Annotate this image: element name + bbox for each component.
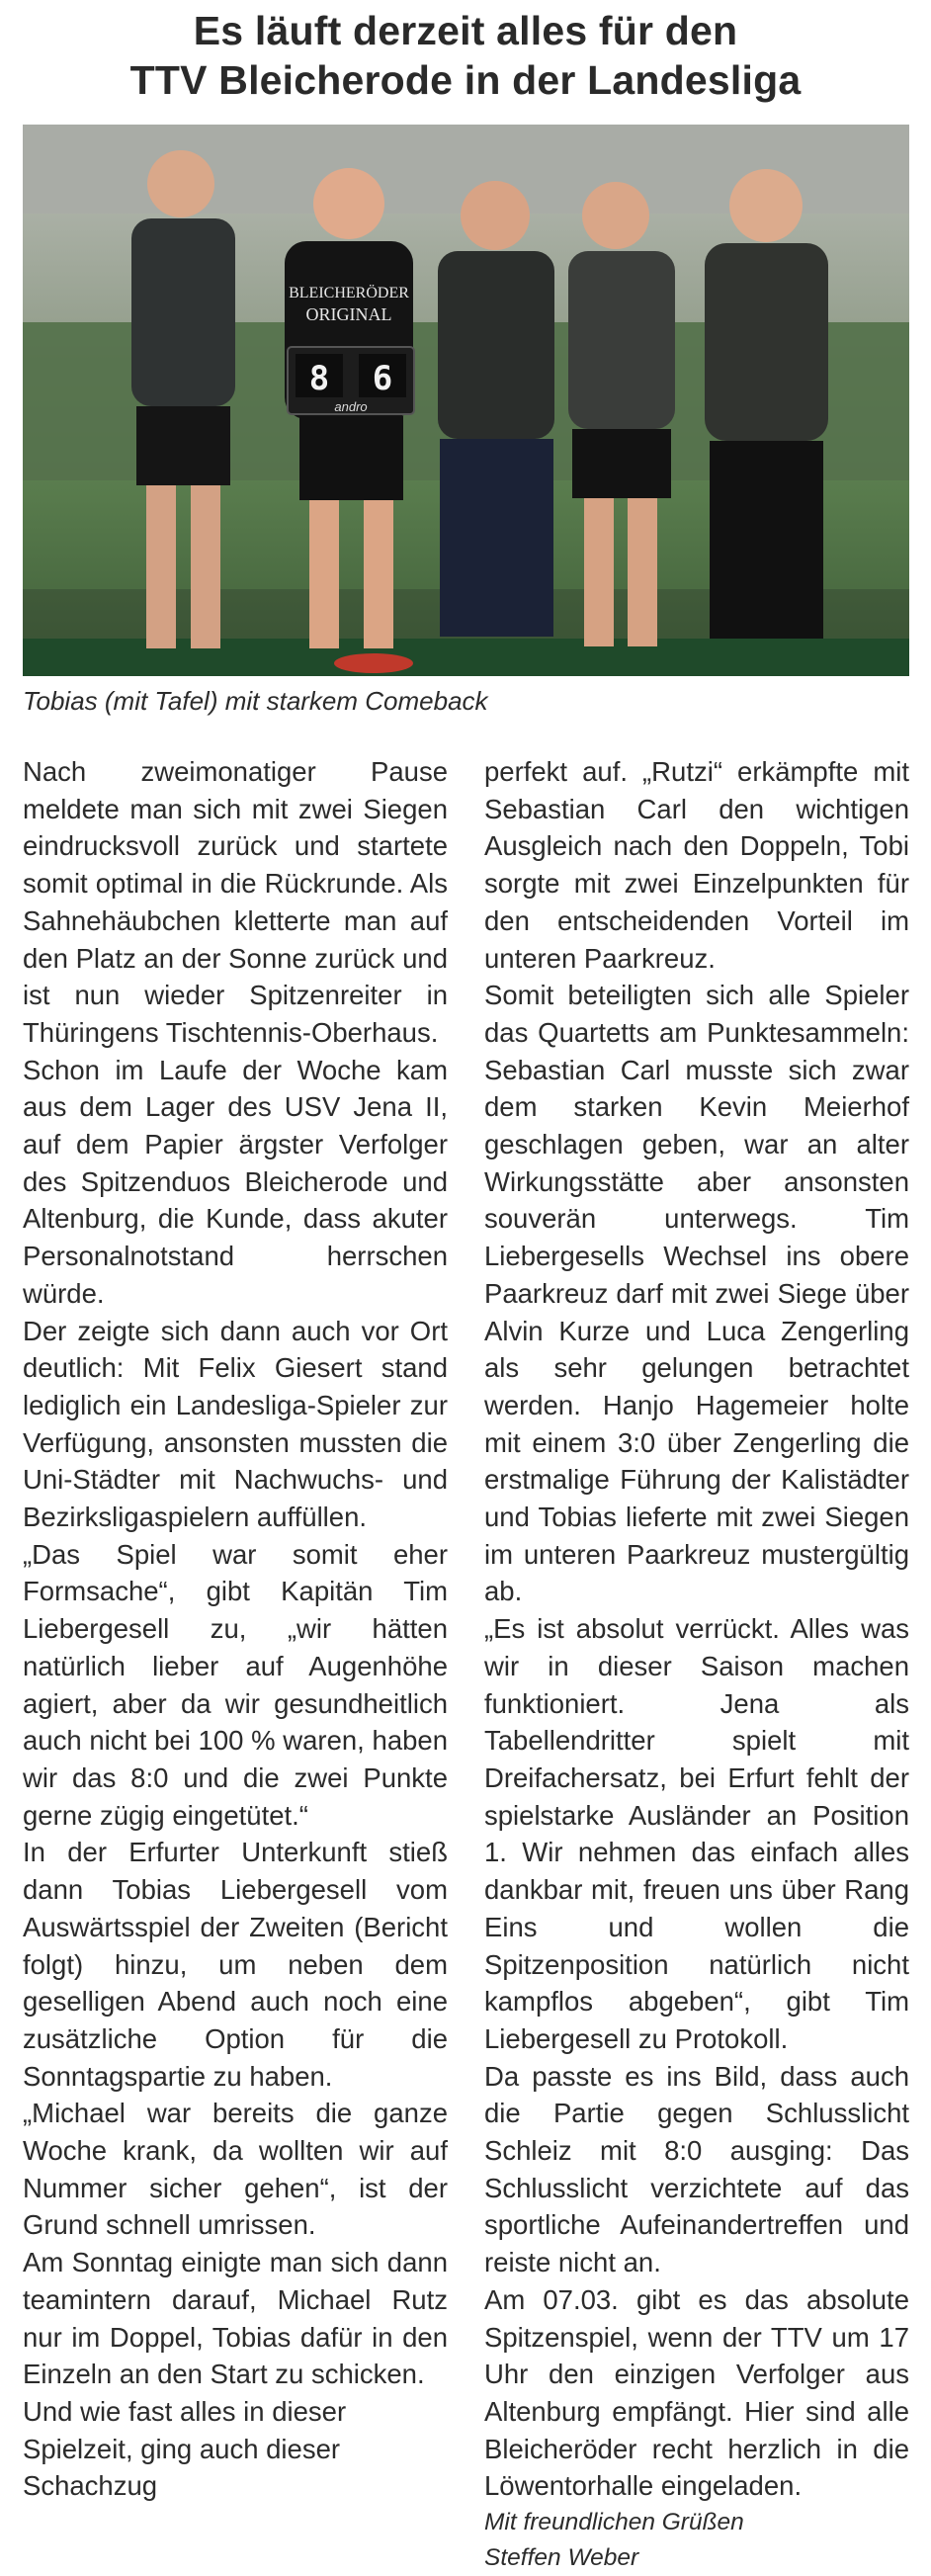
board-brand: andro [334,399,368,414]
shirt-text-1: BLEICHERÖDER [289,285,409,301]
photo-caption: Tobias (mit Tafel) mit starkem Comeback [23,686,488,716]
paragraph: Der zeigte sich dann auch vor Ort deutlich: Mit Felix Giesert stand lediglich ein Landesliga-Spieler zur Verfügung, ansonsten mussten die Uni-Städter mit Nachwuchs- und Bezirksligaspielern auffüllen. [23,1315,448,1533]
shirt-text-2: ORIGINAL [305,304,392,324]
paragraph: Nach zweimonatiger Pause meldete man sich mit zwei Siegen eindrucksvoll zurück und startete somit optimal in die Rückrunde. Als Sahnehäubchen kletterte man auf den Platz an der Sonne zurück und ist nun wieder Spitzenreiter in Thüringens Tischtennis-Oberhaus. [23,756,448,1048]
paragraph: Somit beteiligten sich alle Spieler das Quartetts am Punktesammeln: Sebastian Carl musste sich zwar dem starken Kevin Meierhof geschlagen geben, war an alter Wirkungsstätte aber ansonsten souverän unterwegs. Tim Liebergesells Wechsel ins obere Paarkreuz darf mit zwei Siege über Alvin Kurze und Luca Zengerling als sehr gelungen betrachtet werden. Hanjo Hagemeier holte mit einem 3:0 über Zengerling die erstmalige Führung der Kalistädter und Tobias lieferte mit zwei Siegen im unteren Paarkreuz mustergültig ab. [484,980,909,1607]
signoff-greeting: Mit freundlichen Grüßen [484,2509,744,2536]
headline-line-1: Es läuft derzeit alles für den [193,8,738,53]
paragraph: Am 07.03. gibt es das absolute Spitzenspiel, wenn der TTV um 17 Uhr den einzigen Verfolger aus Altenburg empfängt. Hier sind alle Bleicheröder recht herzlich in die Löwentorhalle eingeladen. [484,2283,909,2502]
paragraph: Am Sonntag einigte man sich dann teamintern darauf, Michael Rutz nur im Doppel, Tobias dafür in den Einzeln an den Start zu schicken. [23,2247,448,2390]
paragraph: Und wie fast alles in dieser Spielzeit, ging auch dieser Schachzug [23,2395,347,2502]
paragraph: Da passte es ins Bild, dass auch die Partie gegen Schlusslicht Schleiz mit 8:0 ausging: Das Schlusslicht verzichtete auf das sportliche Aufeinandertreffen und reiste nicht an. [484,2060,909,2278]
paragraph: Schon im Laufe der Woche kam aus dem Lager des USV Jena II, auf dem Papier ärgster Verfolger des Spitzenduos Bleicherode und Altenburg, die Kunde, dass akuter Personalnotstand herrschen würde. [23,1054,448,1309]
article-headline [0,6,931,105]
paragraph: „Das Spiel war somit eher Formsache“, gibt Kapitän Tim Liebergesell zu, „wir hätten natürlich lieber auf Augenhöhe agiert, aber da wir gesundheitlich auch nicht bei 100 % waren, haben wir das 8:0 und die zwei Punkte gerne zügig eingetütet.“ [23,1538,448,1831]
signoff-author: Steffen Weber [484,2544,639,2572]
paragraph: „Michael war bereits die ganze Woche krank, da wollten wir auf Nummer sicher gehen“, ist der Grund schnell umrissen. [23,2098,448,2241]
headline-line-2: TTV Bleicherode in der Landesliga [129,57,802,103]
paragraph: „Es ist absolut verrückt. Alles was wir in dieser Saison machen funktioniert. Jena als Tabellendritter spielt mit Dreifachersatz, bei Erfurt fehlt der spielstarke Ausländer an Position 1. Wir nehmen das einfach alles dankbar mit, freuen uns über Rang Eins und wollen die Spitzenposition natürlich nicht kampflos abgeben“, gibt Tim Liebergesell zu Protokoll. [484,1613,909,2054]
score-left: 8 [308,359,330,398]
score-right: 6 [372,359,393,398]
paragraph: In der Erfurter Unterkunft stieß dann Tobias Liebergesell vom Auswärtsspiel der Zweiten (Bericht folgt) hinzu, um neben dem geselligen Abend auch noch eine zusätzliche Option für die Sonntagspartie zu haben. [23,1837,448,2092]
paragraph: perfekt auf. „Rutzi“ erkämpfte mit Sebastian Carl den wichtigen Ausgleich nach den Doppeln, Tobi sorgte mit zwei Einzelpunkten für den entscheidenden Vorteil im unteren Paarkreuz. [484,756,909,974]
article-column-left [23,753,448,2505]
team-photo [23,125,909,676]
article-column-right [484,753,909,2576]
